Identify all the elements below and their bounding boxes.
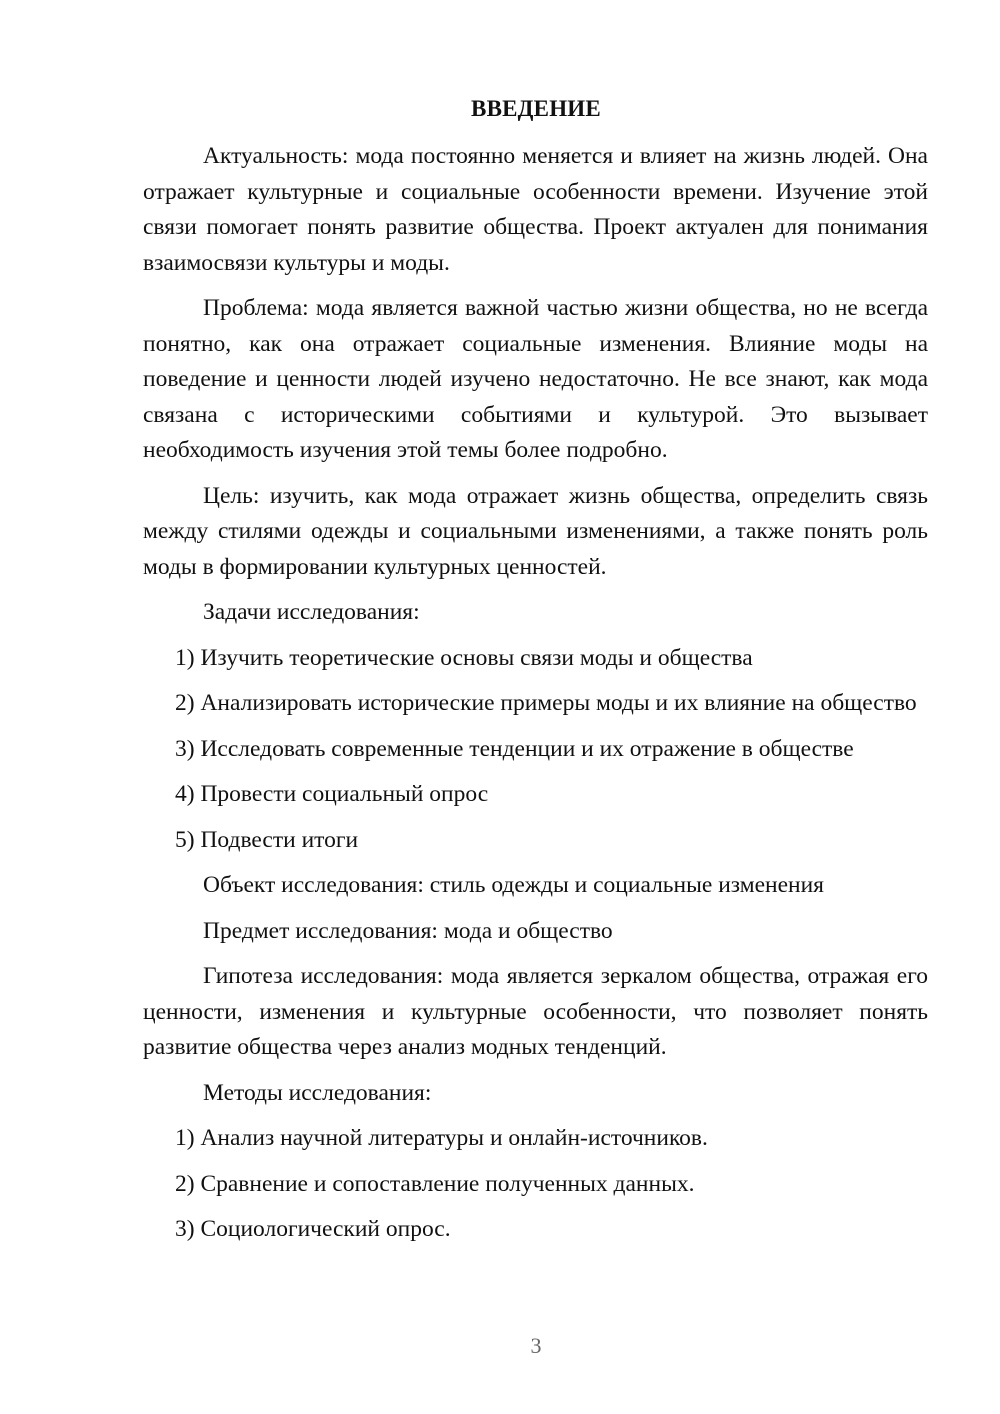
method-item: 2) Сравнение и сопоставление полученных данных. [175, 1170, 695, 1197]
object-paragraph: Объект исследования: стиль одежды и социальные изменения [203, 872, 824, 898]
method-item: 3) Социологический опрос. [175, 1216, 451, 1242]
hypothesis-paragraph: Гипотеза исследования: мода является зеркалом общества, отражая его ценности, изменения и культурные особенности, что позволяет понять развитие общества через анализ модных тенденций. [143, 963, 928, 1060]
page-title: ВВЕДЕНИЕ [471, 96, 601, 121]
task-item: 5) Подвести итоги [175, 826, 359, 853]
task-item: 1) Изучить теоретические основы связи моды и общества [175, 644, 753, 671]
problem-paragraph: Проблема: мода является важной частью жизни общества, но не всегда понятно, как она отражает социальные изменения. Влияние моды на поведение и ценности людей изучено недостаточно. Не все знают, как мода связана с историческими событиями и культурой. Это вызывает необходимость изучения этой темы более подробно. [143, 295, 928, 463]
relevance-paragraph: Актуальность: мода постоянно меняется и влияет на жизнь людей. Она отражает культурные и социальные особенности времени. Изучение этой связи помогает понять развитие общества. Проект актуален для понимания взаимосвязи культуры и моды. [143, 143, 928, 276]
methods-heading: Методы исследования: [203, 1079, 432, 1106]
page-number: 3 [530, 1333, 542, 1358]
task-item: 3) Исследовать современные тенденции и их отражение в обществе [175, 735, 854, 762]
task-item: 4) Провести социальный опрос [175, 781, 489, 807]
subject-paragraph: Предмет исследования: мода и общество [203, 917, 613, 944]
task-item: 2) Анализировать исторические примеры моды и их влияние на общество [175, 690, 917, 716]
goal-paragraph: Цель: изучить, как мода отражает жизнь общества, определить связь между стилями одежды и социальными изменениями, а также понять роль моды в формировании культурных ценностей. [143, 482, 928, 580]
tasks-heading: Задачи исследования: [203, 599, 420, 625]
method-item: 1) Анализ научной литературы и онлайн-источников. [175, 1125, 708, 1151]
introduction-body [143, 139, 928, 1258]
